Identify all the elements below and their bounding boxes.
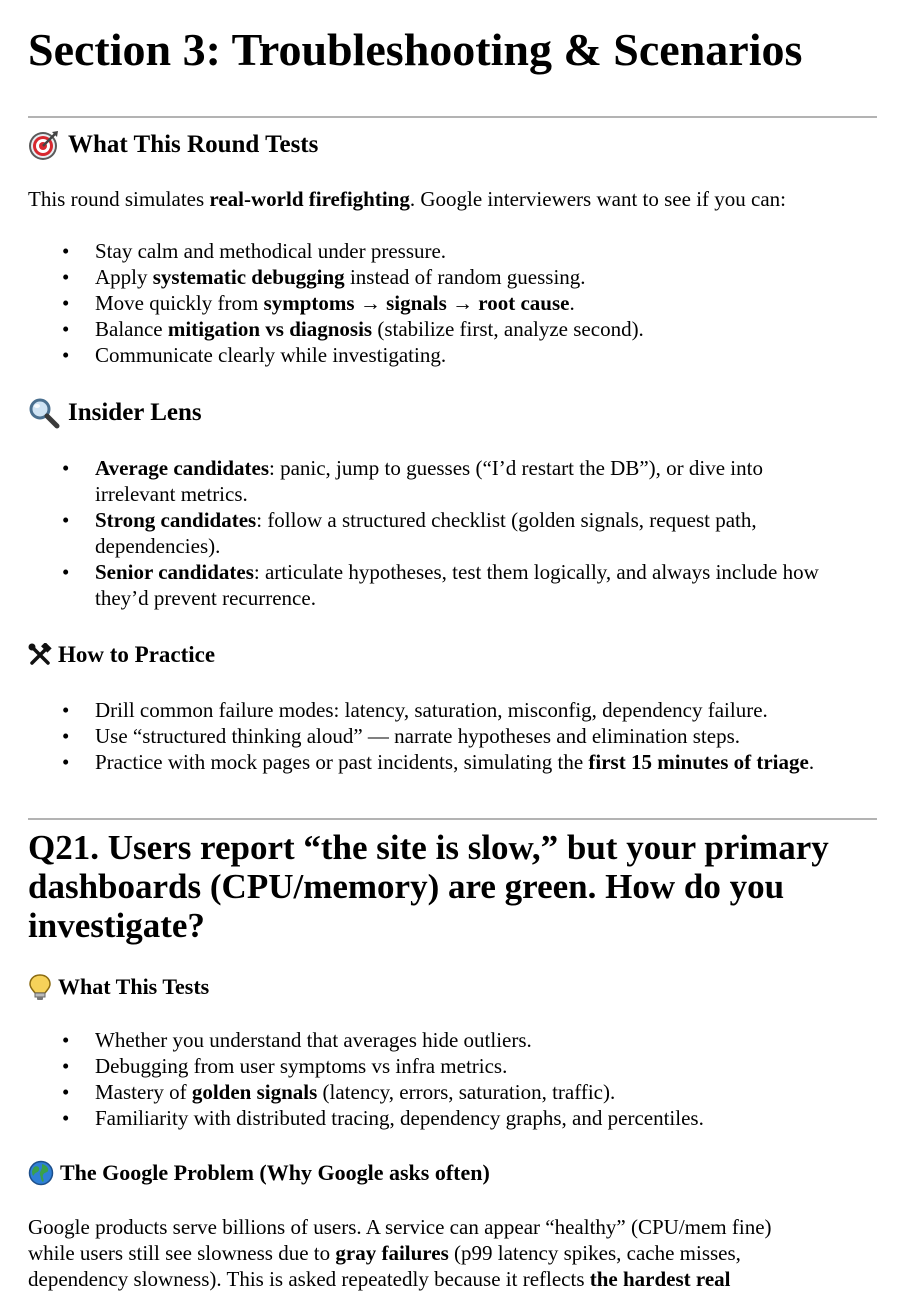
list-item: • Apply systematic debugging instead of random guessing. bbox=[62, 265, 586, 289]
list-item: • Average candidates: panic, jump to guesses (“I’d restart the DB”), or dive into irrelevant metrics. bbox=[62, 456, 763, 506]
list-item: • Debugging from user symptoms vs infra metrics. bbox=[62, 1054, 508, 1078]
target-icon bbox=[28, 129, 60, 161]
list-item: • Use “structured thinking aloud” — narrate hypotheses and elimination steps. bbox=[62, 724, 741, 748]
list-item: • Balance mitigation vs diagnosis (stabilize first, analyze second). bbox=[62, 317, 644, 341]
insider-heading bbox=[28, 397, 202, 429]
globe-icon bbox=[28, 1160, 54, 1186]
tests-intro: This round simulates real-world firefighting. Google interviewers want to see if you can: bbox=[28, 187, 786, 211]
list-item: • Practice with mock pages or past incidents, simulating the first 15 minutes of triage. bbox=[62, 750, 815, 774]
list-item: • Whether you understand that averages hide outliers. bbox=[62, 1028, 532, 1052]
list-item: • Strong candidates: follow a structured checklist (golden signals, request path, dependencies). bbox=[62, 508, 757, 558]
hammer-wrench-icon bbox=[28, 643, 52, 667]
practice-list bbox=[0, 697, 877, 775]
insider-list bbox=[0, 455, 877, 611]
tests-heading bbox=[28, 129, 318, 161]
list-item: • Senior candidates: articulate hypotheses, test them logically, and always include how they’d prevent recurrence. bbox=[62, 560, 819, 610]
problem-heading-text: The Google Problem (Why Google asks often) bbox=[60, 1160, 490, 1185]
tests-heading-text: What This Round Tests bbox=[68, 131, 319, 158]
list-item: • Mastery of golden signals (latency, errors, saturation, traffic). bbox=[62, 1080, 616, 1104]
insider-heading-text: Insider Lens bbox=[68, 399, 202, 426]
list-item: • Stay calm and methodical under pressure. bbox=[62, 239, 447, 263]
lightbulb-icon bbox=[28, 973, 52, 1001]
problem-paragraph: Google products serve billions of users. A service can appear “healthy” (CPU/mem fine) while users still see slowness due to gray failures (p99 latency spikes, cache misses, dependency slowness). This is asked repeatedly because it reflects the hardest real bbox=[28, 1215, 772, 1291]
section-divider bbox=[28, 116, 877, 118]
list-item: • Communicate clearly while investigating. bbox=[62, 343, 447, 367]
practice-heading-text: How to Practice bbox=[58, 642, 216, 667]
list-item: • Familiarity with distributed tracing, dependency graphs, and percentiles. bbox=[62, 1106, 704, 1130]
page-title: Section 3: Troubleshooting & Scenarios bbox=[28, 24, 803, 75]
section-divider bbox=[28, 818, 877, 820]
problem-heading bbox=[28, 1160, 490, 1186]
q21-tests-heading-text: What This Tests bbox=[58, 974, 210, 999]
magnifying-glass-icon bbox=[28, 397, 60, 429]
q21-tests-heading bbox=[28, 973, 209, 1001]
tests-list bbox=[0, 238, 877, 368]
list-item: • Move quickly from symptoms → signals → root cause. bbox=[62, 291, 575, 315]
practice-heading bbox=[28, 642, 215, 668]
list-item: • Drill common failure modes: latency, saturation, misconfig, dependency failure. bbox=[62, 698, 768, 722]
question-heading: Q21. Users report “the site is slow,” but your primary dashboards (CPU/memory) are green. How do you investigate? bbox=[28, 828, 829, 945]
q21-tests-list bbox=[0, 1027, 877, 1131]
